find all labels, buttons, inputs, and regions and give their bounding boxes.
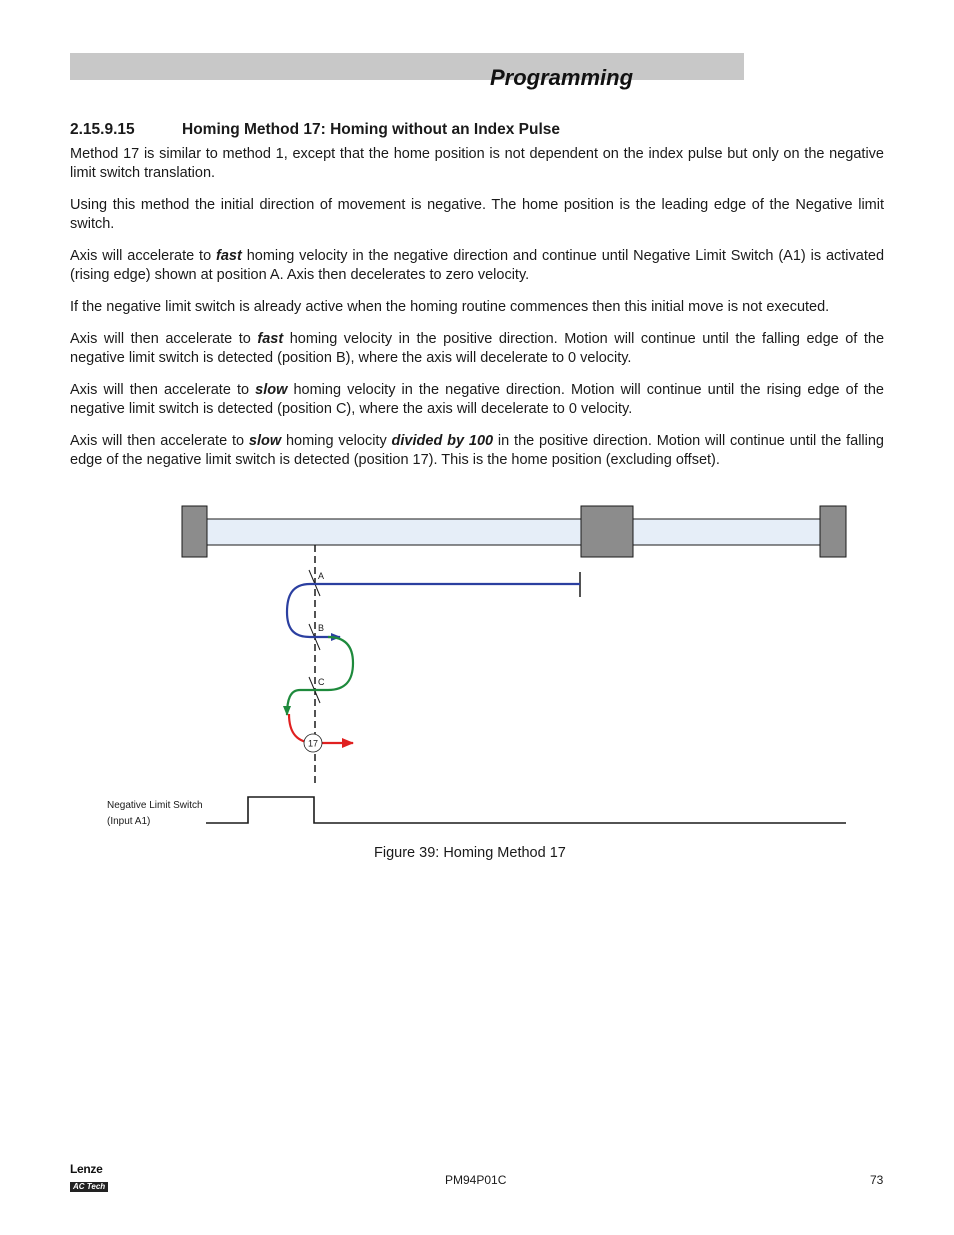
section-number: 2.15.9.15 <box>70 121 135 138</box>
position-label-a: A <box>318 571 325 581</box>
switch-label-line1: Negative Limit Switch <box>107 800 203 811</box>
paragraph-text: Axis will accelerate to <box>70 248 217 264</box>
paragraph-text: Axis will then accelerate to <box>70 433 249 449</box>
paragraph-text: homing velocity in the positive direction. Motion will continue until the falling edge of the negative limit switch is detected (position B), where the axis will decelerate to 0 velocity. <box>70 331 885 366</box>
middle-block <box>581 506 633 557</box>
positive-limit-block <box>820 506 846 557</box>
company-logo <box>70 1163 110 1194</box>
paragraph-text: Using this method the initial direction of movement is negative. The home position is the leading edge of the Negative limit switch. <box>70 197 884 232</box>
paragraph <box>70 247 884 285</box>
slow-negative-path <box>287 637 353 715</box>
paragraph-text: homing velocity in the negative direction and continue until Negative Limit Switch (A1) is activated (rising edge) shown at position A. Axis then decelerates to zero velocity. <box>70 248 885 283</box>
axis-track <box>206 519 820 545</box>
homing-figure <box>0 500 954 840</box>
paragraph-text: Method 17 is similar to method 1, except that the home position is not dependent on the index pulse but only on the negative limit switch translation. <box>70 146 884 181</box>
paragraph <box>70 298 884 317</box>
paragraph <box>70 330 884 368</box>
document-number: PM94P01C <box>445 1173 507 1187</box>
figure-caption: Figure 39: Homing Method 17 <box>374 845 566 861</box>
paragraph <box>70 432 884 470</box>
homing-diagram <box>0 500 954 840</box>
paragraph-text: Axis will then accelerate to <box>70 331 258 347</box>
logo-subbrand: AC Tech <box>70 1182 108 1192</box>
section-title: Homing Method 17: Homing without an Index Pulse <box>182 121 561 138</box>
home-position-label: 17 <box>307 738 319 749</box>
paragraph-text: homing velocity <box>281 433 392 449</box>
limit-switch-signal <box>206 797 846 823</box>
emphasis-text: fast <box>257 331 284 347</box>
paragraph <box>70 145 884 183</box>
switch-label-line2: (Input A1) <box>107 816 151 827</box>
emphasis-text: divided by 100 <box>391 433 494 449</box>
page-header-title: Programming <box>490 65 634 90</box>
fast-negative-path <box>287 584 580 637</box>
position-label-b: B <box>318 623 325 633</box>
paragraph <box>70 196 884 234</box>
negative-limit-block <box>182 506 207 557</box>
header-bar <box>70 53 744 80</box>
page-number: 73 <box>870 1173 884 1187</box>
position-label-c: C <box>318 677 325 687</box>
emphasis-text: fast <box>216 248 242 264</box>
paragraph-text: If the negative limit switch is already active when the homing routine commences then this initial move is not executed. <box>70 299 830 315</box>
paragraph-text: homing velocity in the negative direction. Motion will continue until the rising edge of the negative limit switch is detected (position C), where the axis will decelerate to 0 velocity. <box>70 382 885 417</box>
paragraph-text: in the positive direction. Motion will continue until the falling edge of the negative limit switch is detected (position 17). This is the home position (excluding offset). <box>70 433 884 468</box>
section-heading <box>70 121 884 139</box>
logo-wordmark: Lenze <box>70 1162 103 1176</box>
paragraph <box>70 381 884 419</box>
body-text <box>70 145 884 483</box>
emphasis-text: slow <box>255 382 288 398</box>
paragraph-text: Axis will then accelerate to <box>70 382 256 398</box>
emphasis-text: slow <box>248 433 282 449</box>
